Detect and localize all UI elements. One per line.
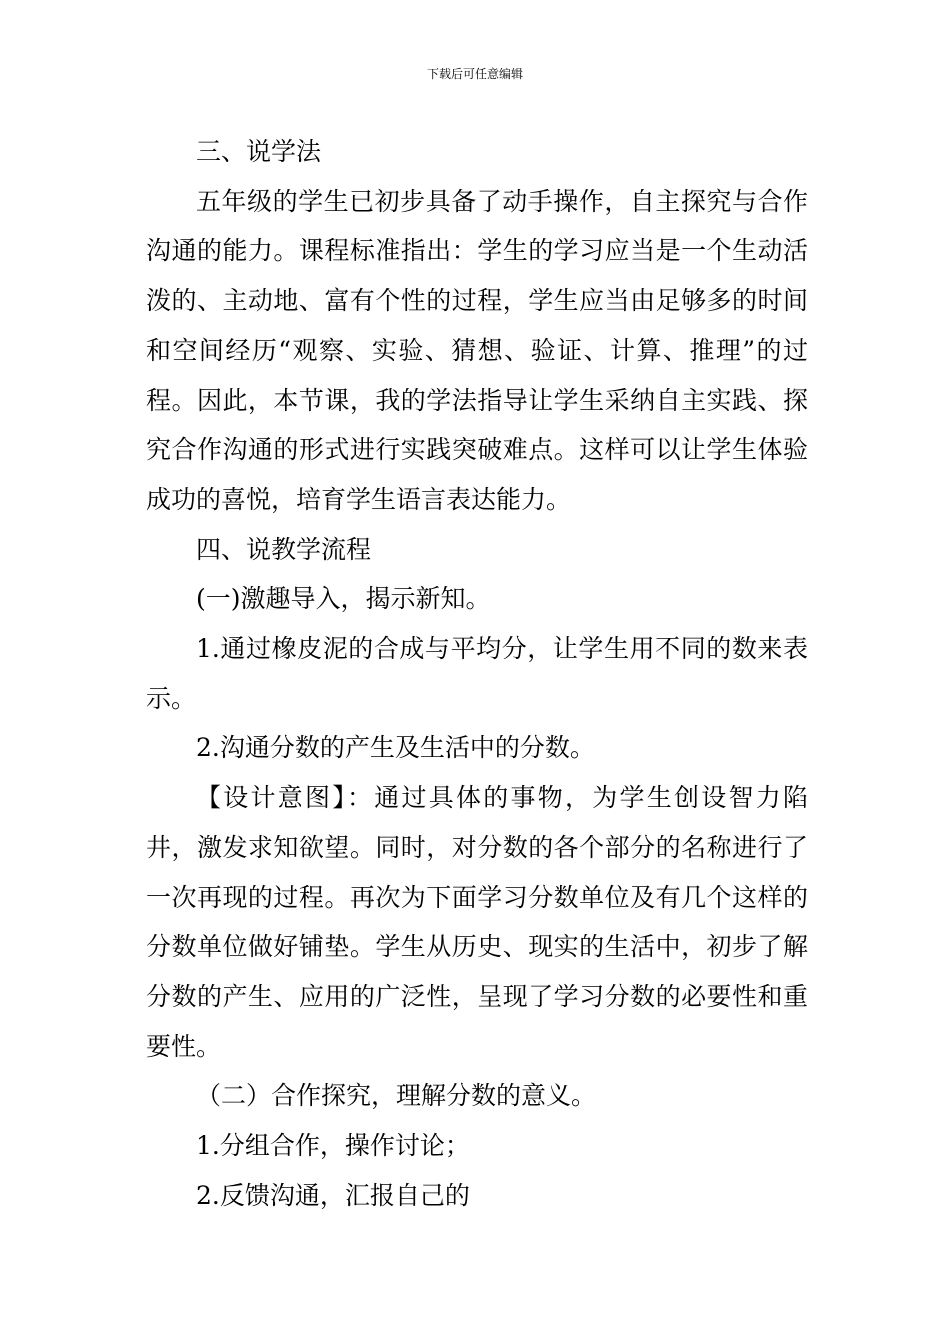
section-heading-teaching-process: 四、说教学流程 xyxy=(196,534,372,564)
paragraph-study-method: 五年级的学生已初步具备了动手操作，自主探究与合作沟通的能力。课程标准指出：学生的学习应当是一个生动活泼的、主动地、富有个性的过程，学生应当由足够多的时间和空间经历“观察、实验、猜想、验证、计算、推理”的过程。因此，本节课，我的学法指导让学生采纳自主实践、探究合作沟通的形式进行实践突破难点。这样可以让学生体验成功的喜悦，培育学生语言表达能力。 xyxy=(146,186,808,514)
list-item-2: 2.沟通分数的产生及生活中的分数。 xyxy=(196,733,595,763)
list-item-1: 1.通过橡皮泥的合成与平均分，让学生用不同的数来表示。 xyxy=(146,634,808,713)
document-body xyxy=(146,127,808,1220)
subheading-cooperative-exploration: （二）合作探究，理解分数的意义。 xyxy=(196,1081,597,1111)
list-item-3: 1.分组合作，操作讨论； xyxy=(196,1131,470,1161)
page-header: 下载后可任意编辑 xyxy=(426,67,523,81)
subheading-intro: (一)激趣导入，揭示新知。 xyxy=(196,584,491,614)
section-heading-study-method: 三、说学法 xyxy=(196,137,322,166)
paragraph-design-intent: 【设计意图】：通过具体的事物，为学生创设智力陷井，激发求知欲望。同时，对分数的各个部分的名称进行了一次再现的过程。再次为下面学习分数单位及有几个这样的分数单位做好铺垫。学生从历史、现实的生活中，初步了解分数的产生、应用的广泛性，呈现了学习分数的必要性和重要性。 xyxy=(146,783,808,1061)
list-item-4: 2.反馈沟通，汇报自己的 xyxy=(196,1180,470,1210)
